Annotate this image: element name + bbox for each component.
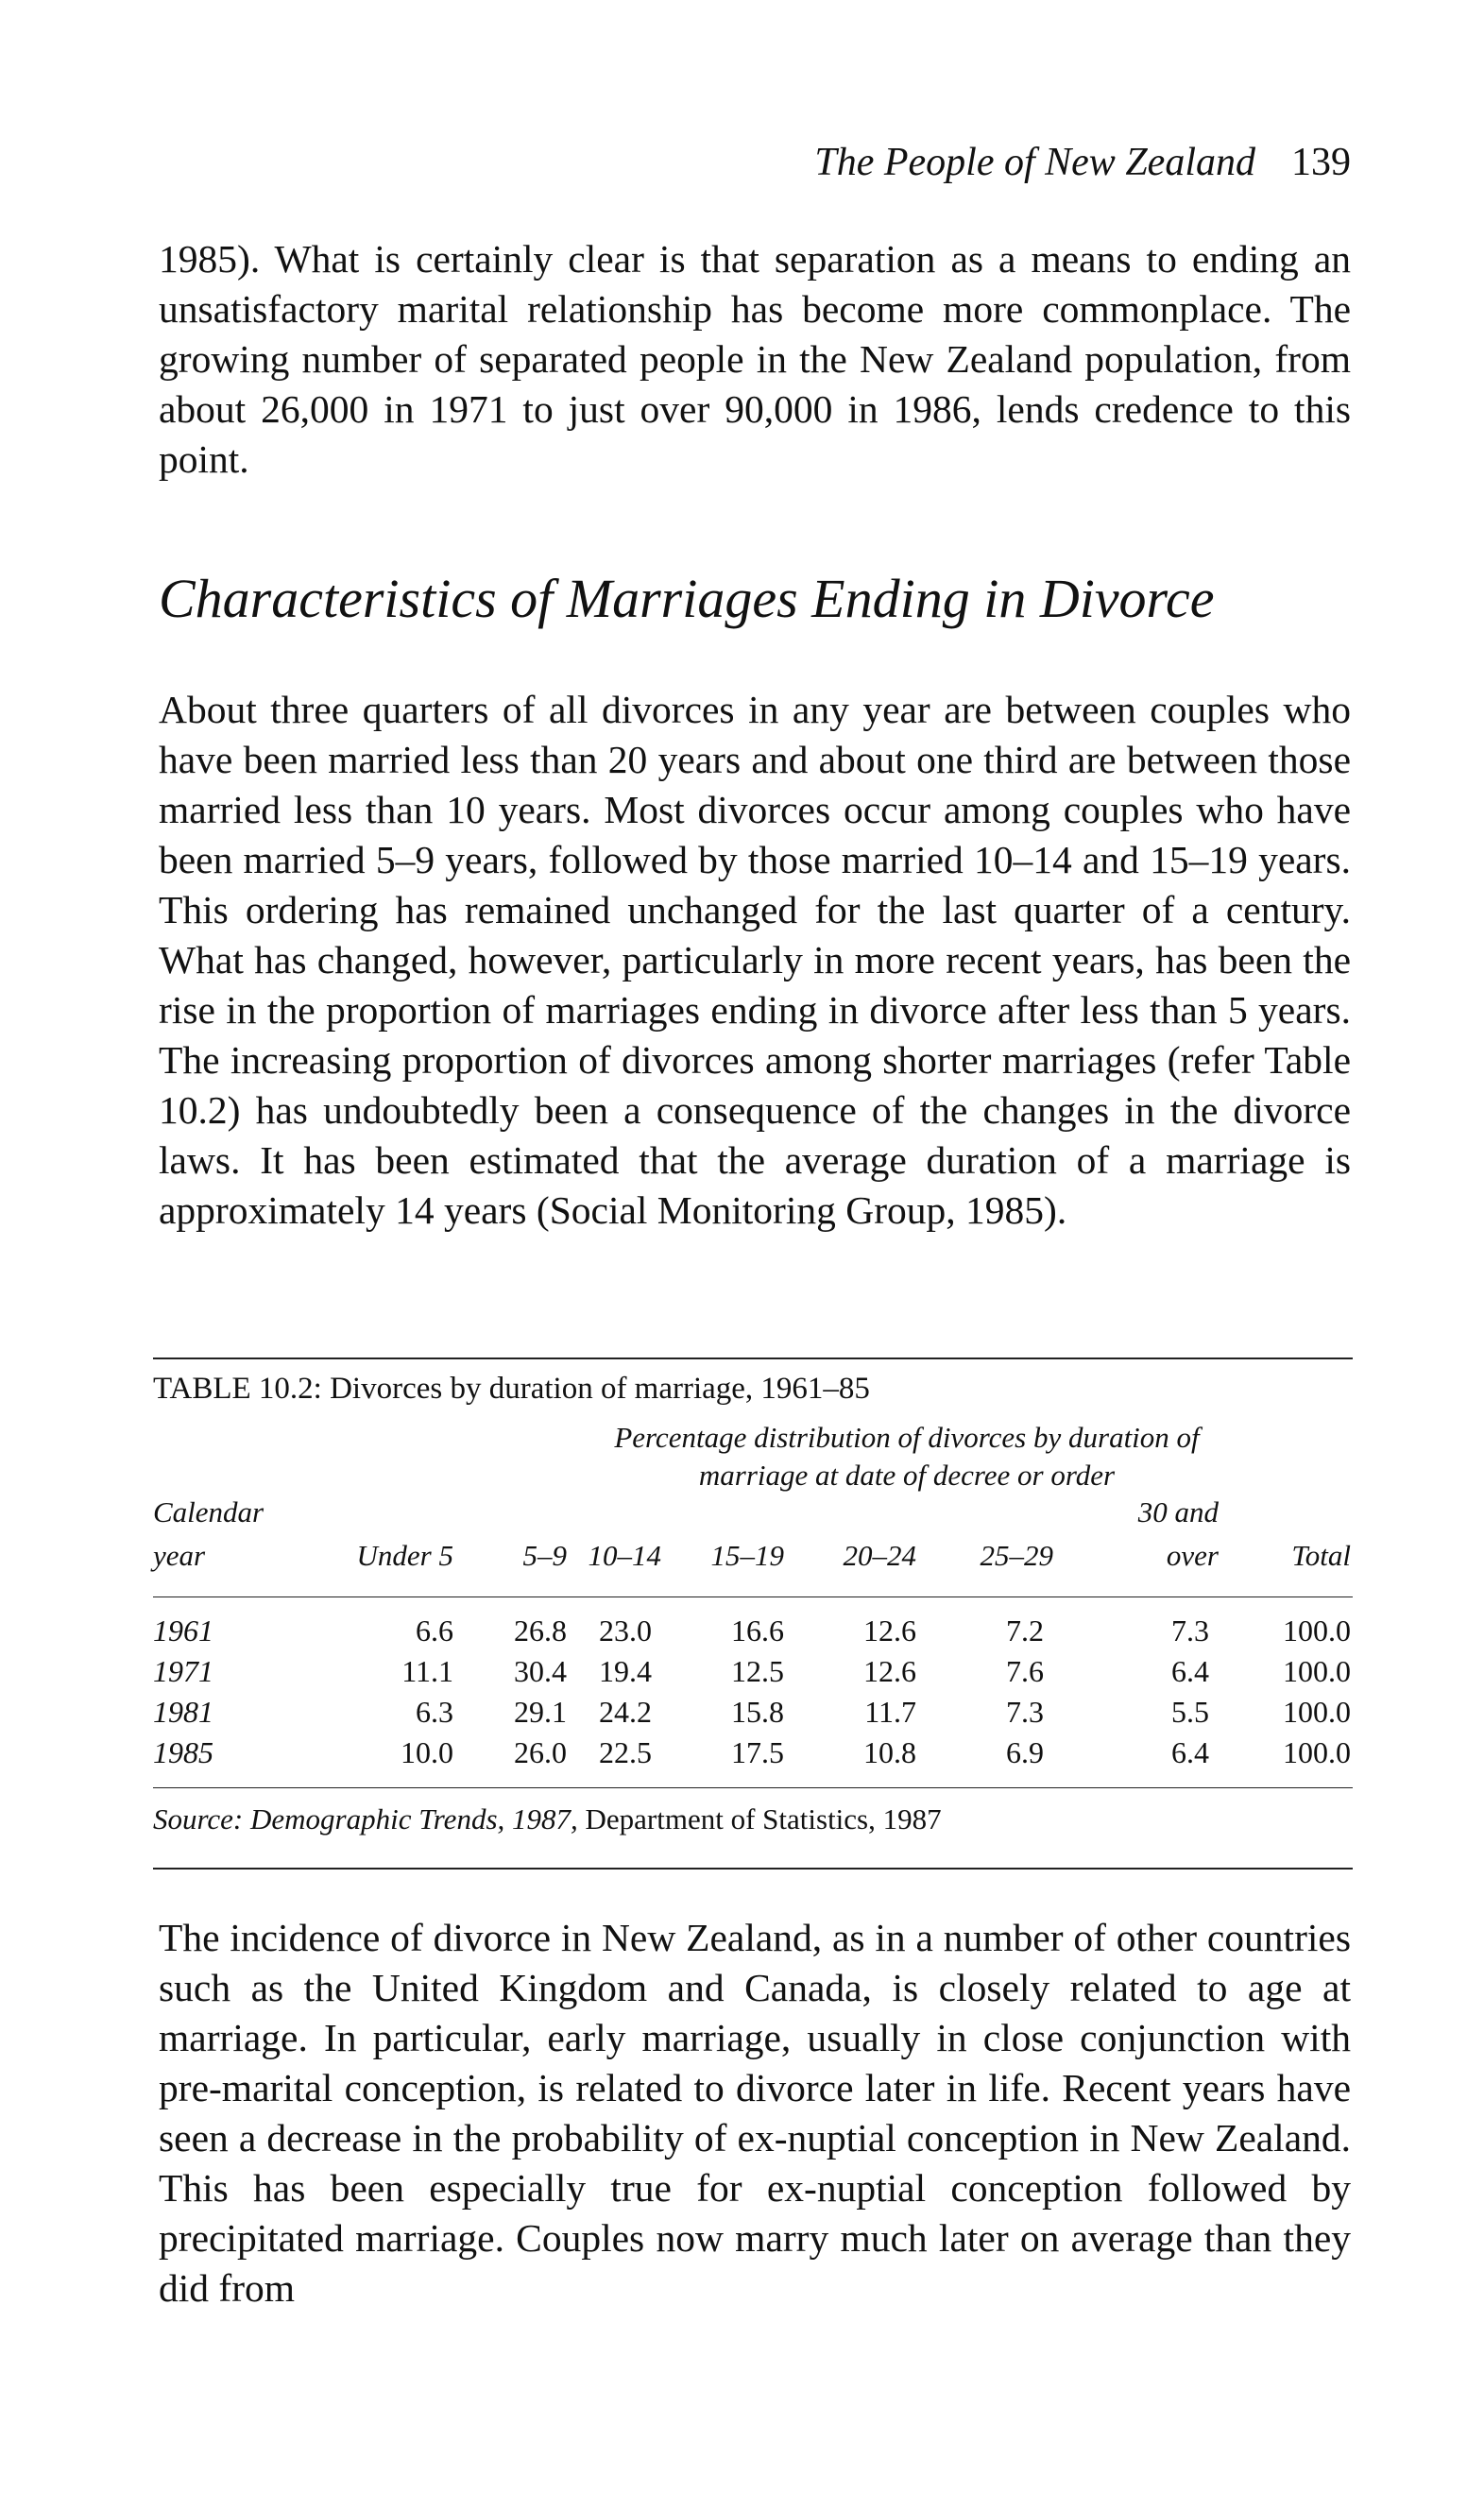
table-bottom-rule	[153, 1868, 1353, 1870]
table-cell: 100.0	[1283, 1654, 1351, 1688]
table-cell: 12.6	[863, 1614, 916, 1648]
col-header-over: over	[1166, 1539, 1219, 1572]
table-cell: 6.9	[1006, 1735, 1044, 1769]
table-cell: 12.6	[863, 1654, 916, 1688]
table-cell: 10.8	[863, 1735, 916, 1769]
source-label: Source:	[153, 1802, 244, 1836]
table-cell: 5.5	[1171, 1695, 1209, 1729]
table-cell: 17.5	[731, 1735, 784, 1769]
table-cell: 7.2	[1006, 1614, 1044, 1648]
table-cell: 7.3	[1006, 1695, 1044, 1729]
table-cell: 7.3	[1171, 1614, 1209, 1648]
col-header-total: Total	[1291, 1539, 1351, 1572]
table-cell: 11.7	[864, 1695, 916, 1729]
paragraph-incidence: The incidence of divorce in New Zealand, as in a number of other countries such as the United Kingdom and Canada, is closely related to age at marriage. In particular, early marriage, usually in close conjunction with pre-marital conception, is related to divorce later in life. Recent years have seen a decrease in the probability of ex-nuptial conception in New Zealand. This has been especially true for ex-nuptial conception followed by precipitated marriage. Couples now marry much later on average than they did from	[159, 1916, 1351, 2310]
running-head-title: The People of New Zealand	[814, 141, 1255, 184]
col-header-30-and: 30 and	[1137, 1495, 1219, 1528]
table-cell: 12.5	[731, 1654, 784, 1688]
source-title: Demographic Trends, 1987,	[250, 1802, 578, 1836]
table-cell: 100.0	[1283, 1695, 1351, 1729]
col-header-under-5: Under 5	[356, 1539, 453, 1572]
table-cell: 6.3	[416, 1695, 453, 1729]
section-heading: Characteristics of Marriages Ending in Divorce	[159, 568, 1215, 629]
table-cell: 23.0	[599, 1614, 652, 1648]
table-cell: 26.8	[514, 1614, 567, 1648]
source-rest: Department of Statistics, 1987	[585, 1802, 942, 1836]
table-row-year: 1981	[153, 1695, 213, 1729]
year-header-line-1: Calendar	[153, 1495, 264, 1528]
table-row-year: 1971	[153, 1654, 213, 1688]
paragraph-separation: 1985). What is certainly clear is that separation as a means to ending an unsatisfactory marital relationship has become more commonplace. The growing number of separated people in the New Zealand population, from about 26,000 in 1971 to just over 90,000 in 1986, lends credence to this point.	[159, 237, 1351, 481]
running-head	[775, 140, 1351, 196]
table-cell: 30.4	[514, 1654, 567, 1688]
spanning-header-line-1: Percentage distribution of divorces by duration of	[614, 1421, 1200, 1454]
table-cell: 7.6	[1006, 1654, 1044, 1688]
year-header-line-2: year	[153, 1539, 206, 1572]
table-footer-rule	[153, 1787, 1353, 1788]
table-cell: 6.6	[416, 1614, 453, 1648]
table-cell: 24.2	[599, 1695, 652, 1729]
col-header-15-19: 15–19	[710, 1539, 784, 1572]
col-header-10-14: 10–14	[588, 1539, 661, 1572]
table-cell: 11.1	[401, 1654, 453, 1688]
spanning-header-line-2: marriage at date of decree or order	[698, 1459, 1116, 1492]
table-cell: 100.0	[1283, 1735, 1351, 1769]
col-header-25-29: 25–29	[980, 1539, 1053, 1572]
col-header-5-9: 5–9	[522, 1539, 567, 1572]
table-cell: 22.5	[599, 1735, 652, 1769]
table-row-year: 1961	[153, 1614, 213, 1648]
table-cell: 16.6	[731, 1614, 784, 1648]
table-caption: TABLE 10.2: Divorces by duration of marriage, 1961–85	[153, 1372, 870, 1406]
table-header-rule	[153, 1596, 1353, 1597]
table-source-note	[153, 1800, 942, 1839]
table-cell: 6.4	[1171, 1654, 1209, 1688]
paragraph-duration: About three quarters of all divorces in any year are between couples who have been married less than 20 years and about one third are between those married less than 10 years. Most divorces occur among couples who have been married 5–9 years, followed by those married 10–14 and 15–19 years. This ordering has remained unchanged for the last quarter of a century. What has changed, however, particularly in more recent years, has been the rise in the proportion of marriages ending in divorce after less than 5 years. The increasing proportion of divorces among shorter marriages (refer Table 10.2) has undoubtedly been a consequence of the changes in the divorce laws. It has been estimated that the average duration of a marriage is approximately 14 years (Social Monitoring Group, 1985).	[159, 688, 1351, 1232]
table-cell: 29.1	[514, 1695, 567, 1729]
table-cell: 10.0	[401, 1735, 453, 1769]
table-cell: 100.0	[1283, 1614, 1351, 1648]
table-cell: 26.0	[514, 1735, 567, 1769]
table-top-rule	[153, 1357, 1353, 1359]
table-cell: 19.4	[599, 1654, 652, 1688]
table-row-year: 1985	[153, 1735, 213, 1769]
table-spanning-header	[529, 1419, 1285, 1494]
table-cell: 6.4	[1171, 1735, 1209, 1769]
col-header-20-24: 20–24	[843, 1539, 916, 1572]
table-cell: 15.8	[731, 1695, 784, 1729]
page-number: 139	[1291, 141, 1351, 184]
